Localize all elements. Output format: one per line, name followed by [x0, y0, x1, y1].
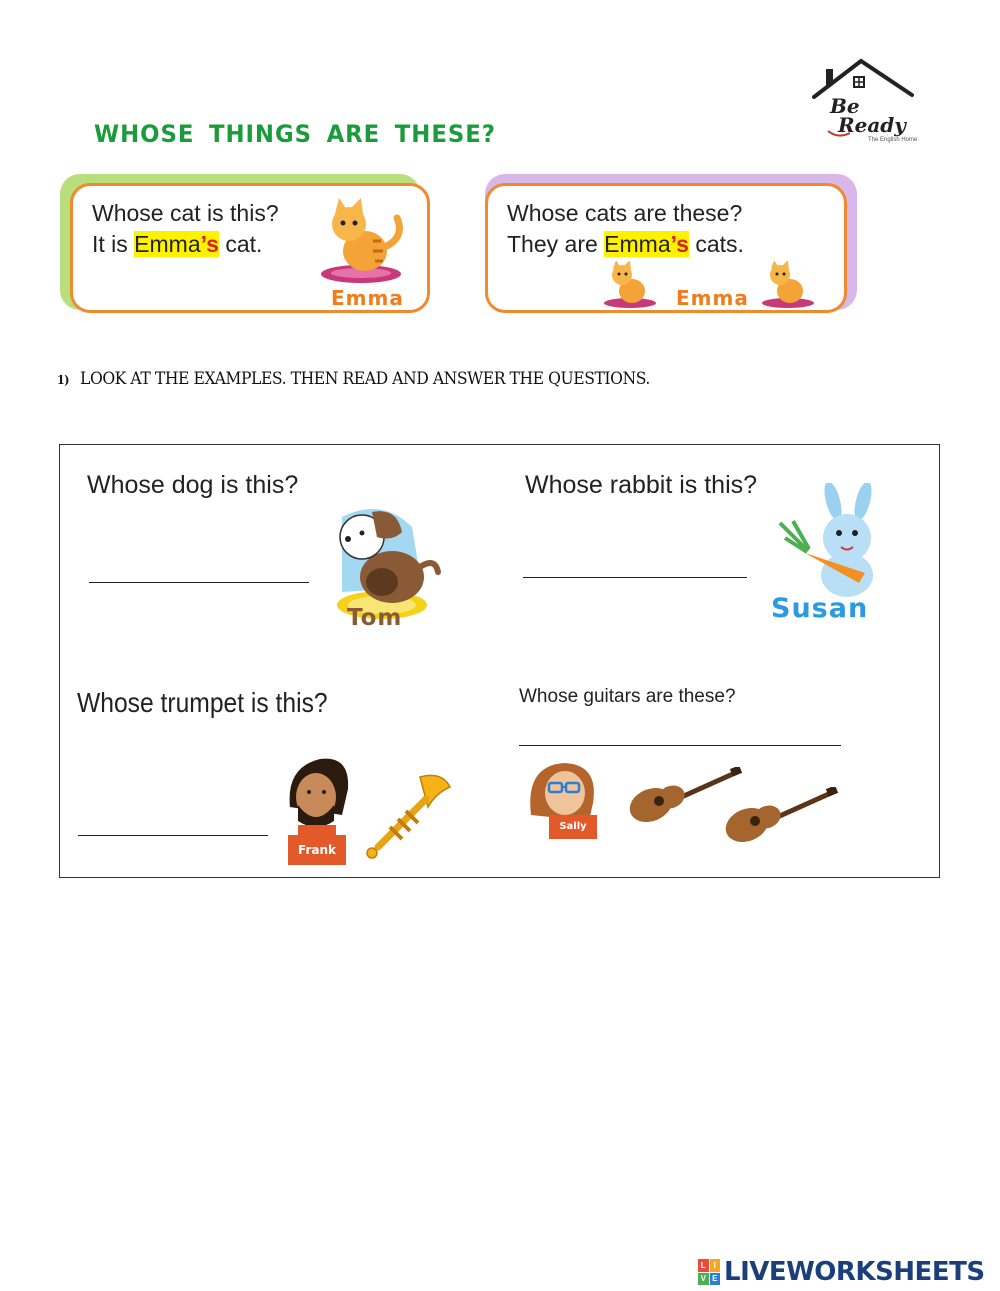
example-card-2 — [485, 183, 847, 313]
liveworksheets-logo-icon: L I V E — [698, 1259, 720, 1285]
logo-subtitle: The English Home — [868, 137, 918, 143]
example-2-name-tag: Emma — [676, 286, 749, 310]
worksheet-title: WHOSE THINGS ARE THESE? — [94, 120, 496, 148]
liveworksheets-text: LIVEWORKSHEETS — [724, 1257, 985, 1287]
logo-text-ready: Ready — [838, 113, 906, 137]
rabbit-owner-tag: Susan — [771, 593, 869, 624]
question-cell-dog — [60, 445, 500, 660]
trumpet-icon — [360, 769, 455, 864]
answer-line-trumpet[interactable] — [78, 835, 268, 836]
instruction-body: LOOK AT THE EXAMPLES. THEN READ AND ANSWER THE QUESTIONS. — [80, 369, 650, 389]
instruction-number: 1) — [57, 373, 69, 387]
question-guitars: Whose guitars are these? — [519, 686, 736, 707]
example-1-question: Whose cat is this? — [92, 200, 279, 226]
small-cat-right-icon — [758, 261, 818, 309]
frank-avatar-icon — [282, 747, 352, 842]
example-2-answer: They are Emma’s cats. — [507, 231, 744, 257]
orange-cat-icon — [313, 196, 413, 286]
question-cell-trumpet — [60, 659, 500, 877]
answer-line-guitars[interactable] — [519, 745, 841, 746]
question-dog: Whose dog is this? — [87, 471, 299, 499]
answer-line-dog[interactable] — [89, 582, 309, 583]
example-card-1 — [70, 183, 430, 313]
liveworksheets-brand — [698, 1257, 985, 1287]
example-1-answer: It is Emma’s cat. — [92, 231, 263, 257]
instruction-text — [57, 369, 650, 389]
example-1-name-tag: Emma — [331, 286, 404, 310]
answer-line-rabbit[interactable] — [523, 577, 747, 578]
dog-owner-tag: Tom — [347, 605, 403, 631]
question-rabbit: Whose rabbit is this? — [525, 471, 758, 499]
question-trumpet: Whose trumpet is this? — [77, 687, 328, 718]
question-cell-rabbit — [499, 445, 939, 660]
example-2-question: Whose cats are these? — [507, 200, 743, 226]
rabbit-icon — [775, 483, 895, 603]
sally-name-tag: Sally — [549, 815, 597, 839]
guitar-2-icon — [723, 787, 838, 847]
logo-text-be: Be — [830, 94, 860, 118]
question-grid — [59, 444, 940, 878]
question-cell-guitars — [499, 659, 939, 877]
small-cat-left-icon — [600, 261, 660, 309]
frank-name-tag: Frank — [288, 835, 346, 865]
